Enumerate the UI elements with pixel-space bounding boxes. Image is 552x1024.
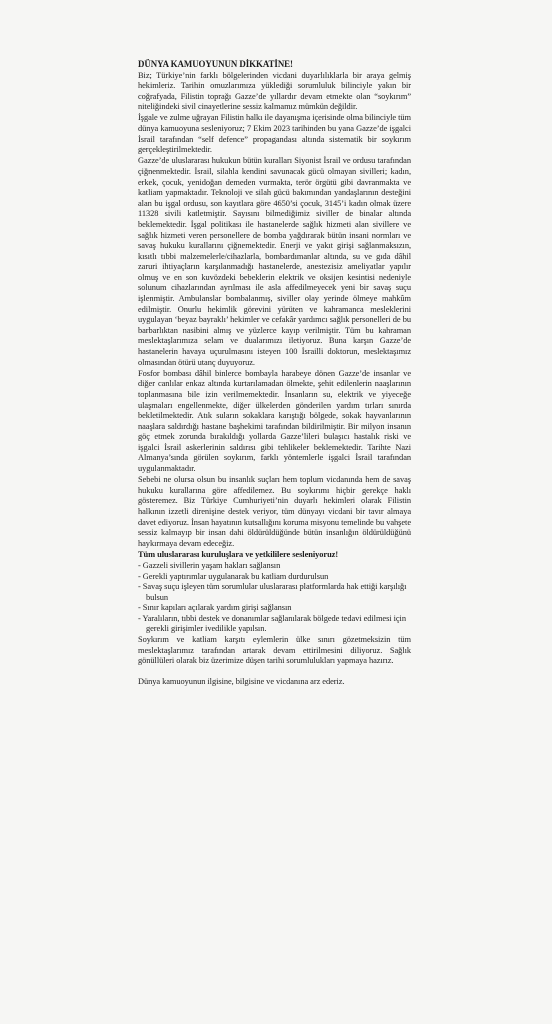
paragraph-crimes: Sebebi ne olursa olsun bu insanlık suçları hem toplum vicdanında hem de savaş hukuku kurallarına göre affedilemez. Bu soykırımı hiçbir gerekçe haklı gösteremez. Biz Türkiye Cumhuriyeti’nin duyarlı hekimleri olarak Filistin halkının izzetli direnişine destek veriyor, tüm dünyayı vicdani bir tavır almaya davet ediyoruz. İnsan hayatının kutsallığını koruma misyonu temelinde bu vahşete sessiz kalmayıp bir insan dahi öldürüldüğünde bütün insanlığın öldürüldüğünü haykırmaya devam edeceğiz. bbox=[138, 475, 411, 548]
callout-heading: Tüm uluslararası kuruluşlara ve yetkililere sesleniyoruz! bbox=[138, 550, 339, 560]
closing-line: Dünya kamuoyunun ilgisine, bilgisine ve vicdanına arz ederiz. bbox=[138, 676, 345, 686]
list-item: - Yaralıların, tıbbi destek ve donanımlar sağlanılarak bölgede tedavi edilmesi için gerekli girişimler ivedilikle yapılsın. bbox=[138, 613, 406, 634]
statement-document bbox=[138, 59, 411, 687]
paragraph-intro: Biz; Türkiye’nin farklı bölgelerinden vicdani duyarlılıklarla bir araya gelmiş hekimleriz. Tarihin omuzlarımıza yüklediği sorumluluk bilinciyle yakın bir coğrafyada, Filistin toprağı Gazze’de yıllardır devam etmekte olan “soykırım” niteliğindeki sivil cinayetlerine sessiz kalmamız mümkün değildir. bbox=[138, 70, 411, 112]
document-heading: DÜNYA KAMUOYUNUN DİKKATİNE! bbox=[138, 59, 293, 69]
paragraph-solidarity: İşgale ve zulme uğrayan Filistin halkı ile dayanışma içerisinde olma bilinciyle tüm dünya kamuoyuna sesleniyoruz; 7 Ekim 2023 tarihinden bu yana Gazze’de işgalci İsrail tarafından “self defence” propagandası altında sistematik bir soykırım gerçekleştirilmektedir. bbox=[138, 113, 411, 155]
list-item: - Gerekli yaptırımlar uygulanarak bu katliam durdurulsun bbox=[138, 571, 329, 581]
demands-list bbox=[138, 561, 411, 635]
paragraph-violations: Gazze’de uluslararası hukukun bütün kuralları Siyonist İsrail ve ordusu tarafından çiğnenmektedir. İsrail, silahla kendini savunacak gücü olmayan sivilleri; kadın, erkek, çocuk, yenidoğan demeden vurmakta, terör örgütü gibi davranmakta ve katliam yapmaktadır. Teknoloji ve silah gücü bakımından yandaşlarının desteğini alan bu işgal ordusu, son kayıtlara göre 4650’si çocuk, 3145’i kadın olmak üzere 11328 sivili katletmiştir. Sayısını bilmediğimiz siviller de binalar altında beklemektedir. İşgal politikası ile hastanelerde sağlık hizmeti alan sivillere ve sağlık hizmeti veren personellere de bomba yağdırarak bütün insani normları ve savaş hukuku kurallarını çiğnemektedir. Enerji ve yakıt girişi sağlanmaksızın, kısıtlı tıbbi malzemelerle/cihazlarla, bombardımanlar altında, su ve gıda dâhil zaruri ihtiyaçların karşılanmadığı hastanelerde, anestezisiz ameliyatlar yapılır olmuş ve en son kuvözdeki bebeklerin elektrik ve oksijen kesintisi nedeniyle solunum cihazlarından ayrılması ile asla affedilmeyecek yeni bir savaş suçu işlenmiştir. Ambulanslar bombalanmış, siviller olay yerinde ölmeye mahkûm edilmiştir. Onurlu hekimlik görevini yürüten ve kahramanca mesleklerini uygulayan ‘beyaz bayraklı’ hekimler ve cefakâr yardımcı sağlık personelleri de bu barbarlıktan nasibini almış ve yüzlerce kayıp verilmiştir. Tüm bu kahraman meslektaşlarımıza selam ve dualarımızı iletiyoruz. Buna karşın Gazze’de hastanelerin havaya uçurulmasını isteyen 100 İsrailli doktorun, meslektaşımız olmasından ötürü utanç duyuyoruz. bbox=[138, 156, 411, 367]
paragraph-phosphorus: Fosfor bombası dâhil binlerce bombayla harabeye dönen Gazze’de insanlar ve diğer canlılar enkaz altında kurtarılamadan ölmekte, şehit edilenlerin naaşlarının toplanmasına bile izin verilmemektedir. İnsanların su, elektrik ve yiyeceğe ulaşmaları engellenmekte, diğer ülkelerden gönderilen yardım tırları sınırda bekletilmektedir. Atık suların sokaklara karıştığı bölgede, sokak hayvanlarının naaşlara saldırdığı hastane başhekimi tarafından bildirilmiştir. Bir milyon insanın göç etmek zorunda bırakıldığı yollarda Gazze’lileri bulaşıcı hastalık riski ve işgalci İsrail askerlerinin saldırısı gibi tehlikeler beklemektedir. Tarihte Nazi Almanya’sında görülen soykırım, farklı yöntemlerle işgalci İsrail tarafından uygulanmaktadır. bbox=[138, 368, 411, 474]
list-item: - Savaş suçu işleyen tüm sorumlular uluslararası platformlarda hak ettiği karşılığı bulsun bbox=[138, 582, 407, 602]
list-item: - Gazzeli sivillerin yaşam hakları sağlansın bbox=[138, 560, 281, 570]
paragraph-final: Soykırım ve katliam karşıtı eylemlerin ülke sınırı gözetmeksizin tüm meslektaşlarımız tarafından artarak devam ettirilmesini diliyoruz. Sağlık gönüllüleri olarak biz üzerimize düşen tarihi sorumlulukları yapmaya hazırız. bbox=[138, 635, 411, 666]
list-item: - Sınır kapıları açılarak yardım girişi sağlansın bbox=[138, 603, 292, 613]
spacer bbox=[138, 667, 411, 677]
